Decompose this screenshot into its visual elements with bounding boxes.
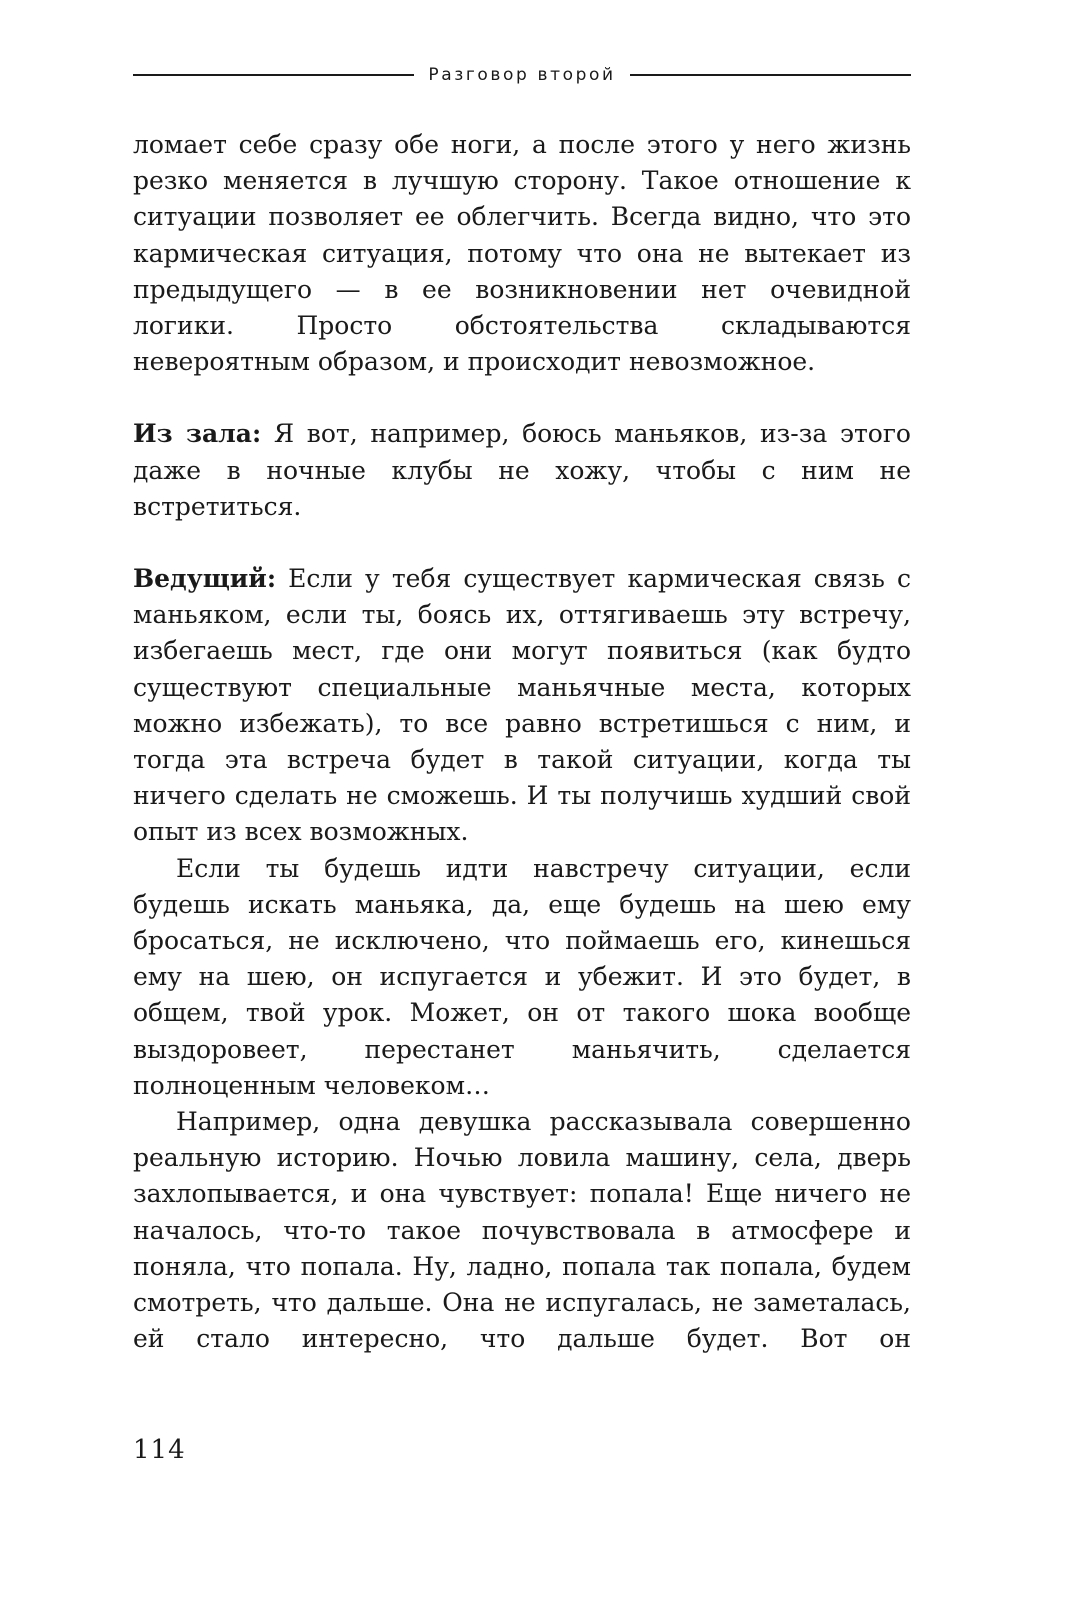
running-head <box>133 60 911 90</box>
paragraph-text: Например, одна девушка рассказывала совершенно реальную историю. Ночью ловила машину, села, дверь захлопывается, и она чувствует: попала! Еще ничего не началось, что-то такое почувствовала в атмосфере и поняла, что попала. Ну, ладно, попала так попала, будем смотреть, что дальше. Она не испугалась, не заметалась, ей стало интересно, что дальше будет. Вот он <box>133 1107 911 1354</box>
paragraph-host <box>133 561 911 851</box>
paragraph <box>133 851 911 1104</box>
speaker-audience: Из зала: <box>133 419 262 449</box>
paragraph-gap <box>133 525 911 561</box>
running-head-rule-left <box>133 74 414 76</box>
paragraph-text: Если ты будешь идти навстречу ситуации, если будешь искать маньяка, да, еще будешь на шею ему бросаться, не исключено, что поймаешь его, кинешься ему на шею, он испугается и убежит. И это будет, в общем, твой урок. Может, он от такого шока вообще выздоровеет, перестанет маньячить, сделается полноценным человеком… <box>133 853 911 1100</box>
page-number: 114 <box>133 1435 186 1465</box>
body-text <box>133 127 911 1358</box>
paragraph-text: ломает себе сразу обе ноги, а после этого у него жизнь резко меняется в лучшую сторону. Такое отношение к ситуации позволяет ее облегчить. Всегда видно, что это кармическая ситуация, потому что она не вытекает из предыдущего — в ее возникновении нет очевидной логики. Просто обстоятельства складываются невероятным образом, и происходит невозможное. <box>133 130 911 377</box>
paragraph-gap <box>133 380 911 416</box>
paragraph-text: Я вот, например, боюсь маньяков, из-за этого даже в ночные клубы не хожу, чтобы с ним не встретиться. <box>133 419 911 521</box>
speaker-host: Ведущий: <box>133 564 277 594</box>
running-head-title: Разговор второй <box>428 65 616 85</box>
paragraph <box>133 1104 911 1357</box>
paragraph-audience <box>133 416 911 525</box>
running-head-rule-right <box>630 74 911 76</box>
paragraph-text: Если у тебя существует кармическая связь с маньяком, если ты, боясь их, оттягиваешь эту встречу, избегаешь мест, где они могут появиться (как будто существуют специальные маньячные места, которых можно избежать), то все равно встретишься с ним, и тогда эта встреча будет в такой ситуации, когда ты ничего сделать не сможешь. И ты получишь худший свой опыт из всех возможных. <box>133 564 911 847</box>
paragraph-continuation <box>133 127 911 380</box>
